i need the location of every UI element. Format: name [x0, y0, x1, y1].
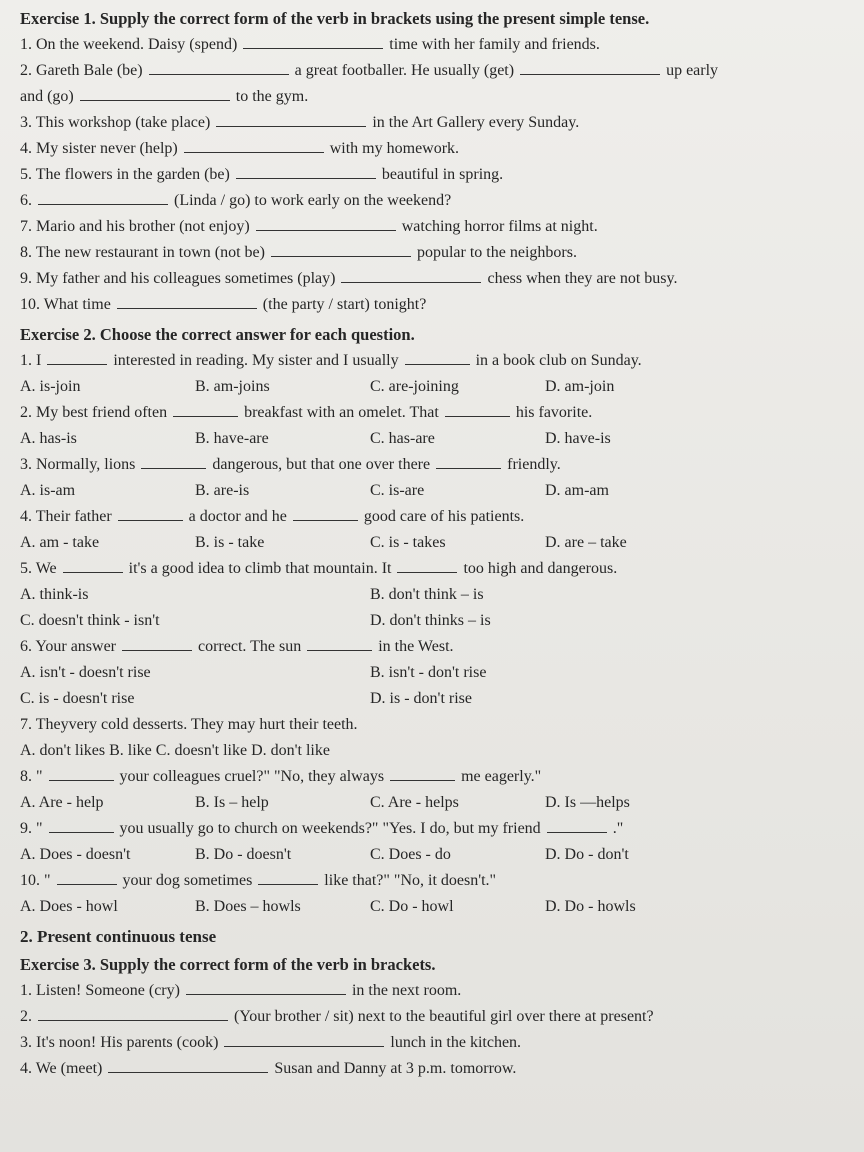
- option-c[interactable]: C. doesn't think - isn't: [20, 612, 160, 629]
- option-b[interactable]: B. isn't - don't rise: [370, 664, 487, 681]
- option-a[interactable]: A. is-am: [20, 482, 76, 499]
- answer-blank[interactable]: [108, 1056, 268, 1073]
- option-a[interactable]: A. am - take: [20, 534, 100, 551]
- ex1-item-10: 10. What time (the party / start) tonight?: [20, 292, 844, 318]
- ex2-q1-options: [20, 374, 844, 400]
- option-c[interactable]: C. is - doesn't rise: [20, 690, 135, 707]
- answer-blank[interactable]: [117, 292, 257, 309]
- option-b[interactable]: B. is - take: [195, 534, 265, 551]
- answer-blank[interactable]: [293, 504, 358, 521]
- section-2-title: 2. Present continuous tense: [20, 927, 217, 946]
- ex1-item-8: 8. The new restaurant in town (not be) popular to the neighbors.: [20, 240, 844, 266]
- answer-blank[interactable]: [216, 110, 366, 127]
- exercise-3-heading: Exercise 3. Supply the correct form of the verb in brackets.: [20, 955, 436, 974]
- option-d[interactable]: D. am-join: [545, 378, 615, 395]
- answer-blank[interactable]: [49, 764, 114, 781]
- ex1-item-7: 7. Mario and his brother (not enjoy) watching horror films at night.: [20, 214, 844, 240]
- ex2-question-8: 8. " your colleagues cruel?" "No, they always me eagerly.": [20, 764, 844, 790]
- option-b[interactable]: B. are-is: [195, 482, 250, 499]
- answer-blank[interactable]: [405, 348, 470, 365]
- ex3-item-3: 3. It's noon! His parents (cook) lunch in the kitchen.: [20, 1030, 844, 1056]
- ex2-question-4: 4. Their father a doctor and he good care of his patients.: [20, 504, 844, 530]
- option-c[interactable]: C. has-are: [370, 430, 435, 447]
- option-d[interactable]: D. have-is: [545, 430, 611, 447]
- answer-blank[interactable]: [236, 162, 376, 179]
- answer-blank[interactable]: [520, 58, 660, 75]
- ex2-q8-options: [20, 790, 844, 816]
- answer-blank[interactable]: [271, 240, 411, 257]
- ex2-question-3: 3. Normally, lions dangerous, but that one over there friendly.: [20, 452, 844, 478]
- ex2-q10-options: [20, 894, 844, 920]
- answer-blank[interactable]: [57, 868, 117, 885]
- ex3-item-1: 1. Listen! Someone (cry) in the next room.: [20, 978, 844, 1004]
- ex2-q6-options-row2: [20, 686, 844, 712]
- ex2-question-5: 5. We it's a good idea to climb that mountain. It too high and dangerous.: [20, 556, 844, 582]
- ex2-q2-options: [20, 426, 844, 452]
- option-c[interactable]: C. is-are: [370, 482, 425, 499]
- option-d[interactable]: D. is - don't rise: [370, 690, 472, 707]
- option-c[interactable]: C. is - takes: [370, 534, 446, 551]
- ex3-item-2: 2. (Your brother / sit) next to the beautiful girl over there at present?: [20, 1004, 844, 1030]
- answer-blank[interactable]: [186, 978, 346, 995]
- ex1-item-6: 6. (Linda / go) to work early on the weekend?: [20, 188, 844, 214]
- option-a[interactable]: A. think-is: [20, 586, 89, 603]
- answer-blank[interactable]: [445, 400, 510, 417]
- ex2-question-10: 10. " your dog sometimes like that?" "No, it doesn't.": [20, 868, 844, 894]
- ex2-q5-options-row1: [20, 582, 844, 608]
- option-a[interactable]: A. is-join: [20, 378, 81, 395]
- ex3-item-4: 4. We (meet) Susan and Danny at 3 p.m. tomorrow.: [20, 1056, 844, 1082]
- option-d[interactable]: D. Do - howls: [545, 898, 636, 915]
- option-d[interactable]: D. am-am: [545, 482, 609, 499]
- answer-blank[interactable]: [436, 452, 501, 469]
- ex2-question-2: 2. My best friend often breakfast with an omelet. That his favorite.: [20, 400, 844, 426]
- option-a[interactable]: A. Does - doesn't: [20, 846, 131, 863]
- ex2-question-7: 7. Theyvery cold desserts. They may hurt their teeth.: [20, 716, 358, 733]
- option-d[interactable]: D. don't thinks – is: [370, 612, 491, 629]
- ex2-question-6: 6. Your answer correct. The sun in the West.: [20, 634, 844, 660]
- answer-blank[interactable]: [243, 32, 383, 49]
- option-b[interactable]: B. Do - doesn't: [195, 846, 292, 863]
- ex1-item-3: 3. This workshop (take place) in the Art Gallery every Sunday.: [20, 110, 844, 136]
- answer-blank[interactable]: [141, 452, 206, 469]
- option-c[interactable]: C. are-joining: [370, 378, 459, 395]
- option-a[interactable]: A. has-is: [20, 430, 77, 447]
- answer-blank[interactable]: [256, 214, 396, 231]
- ex1-item-5: 5. The flowers in the garden (be) beautiful in spring.: [20, 162, 844, 188]
- option-b[interactable]: B. have-are: [195, 430, 269, 447]
- option-d[interactable]: D. are – take: [545, 534, 627, 551]
- answer-blank[interactable]: [307, 634, 372, 651]
- option-a[interactable]: A. isn't - doesn't rise: [20, 664, 151, 681]
- option-c[interactable]: C. Do - howl: [370, 898, 454, 915]
- answer-blank[interactable]: [341, 266, 481, 283]
- ex1-item-2-cont: and (go) to the gym.: [20, 84, 844, 110]
- ex1-item-2: 2. Gareth Bale (be) a great footballer. He usually (get) up early: [20, 58, 844, 84]
- exercise-2-heading: Exercise 2. Choose the correct answer for each question.: [20, 325, 415, 344]
- ex1-item-1: 1. On the weekend. Daisy (spend) time with her family and friends.: [20, 32, 844, 58]
- ex1-item-9: 9. My father and his colleagues sometimes (play) chess when they are not busy.: [20, 266, 844, 292]
- ex2-q4-options: [20, 530, 844, 556]
- answer-blank[interactable]: [118, 504, 183, 521]
- ex2-q7-options[interactable]: A. don't likes B. like C. doesn't like D. don't like: [20, 742, 330, 759]
- option-d[interactable]: D. Do - don't: [545, 846, 629, 863]
- option-d[interactable]: D. Is —helps: [545, 794, 630, 811]
- answer-blank[interactable]: [38, 1004, 228, 1021]
- option-b[interactable]: B. Is – help: [195, 794, 269, 811]
- exercise-1-heading: Exercise 1. Supply the correct form of the verb in brackets using the present simple tense.: [20, 9, 650, 28]
- answer-blank[interactable]: [224, 1030, 384, 1047]
- option-b[interactable]: B. don't think – is: [370, 586, 484, 603]
- option-b[interactable]: B. Does – howls: [195, 898, 301, 915]
- answer-blank[interactable]: [80, 84, 230, 101]
- option-b[interactable]: B. am-joins: [195, 378, 270, 395]
- option-c[interactable]: C. Are - helps: [370, 794, 459, 811]
- answer-blank[interactable]: [258, 868, 318, 885]
- ex2-question-1: 1. I interested in reading. My sister and I usually in a book club on Sunday.: [20, 348, 844, 374]
- answer-blank[interactable]: [38, 188, 168, 205]
- answer-blank[interactable]: [149, 58, 289, 75]
- ex2-question-9: 9. " you usually go to church on weekends?" "Yes. I do, but my friend .": [20, 816, 844, 842]
- answer-blank[interactable]: [547, 816, 607, 833]
- ex2-q9-options: [20, 842, 844, 868]
- answer-blank[interactable]: [390, 764, 455, 781]
- ex2-q5-options-row2: [20, 608, 844, 634]
- answer-blank[interactable]: [184, 136, 324, 153]
- answer-blank[interactable]: [63, 556, 123, 573]
- answer-blank[interactable]: [122, 634, 192, 651]
- option-a[interactable]: A. Does - howl: [20, 898, 118, 915]
- ex1-item-4: 4. My sister never (help) with my homework.: [20, 136, 844, 162]
- ex2-q6-options-row1: [20, 660, 844, 686]
- answer-blank[interactable]: [397, 556, 457, 573]
- option-a[interactable]: A. Are - help: [20, 794, 104, 811]
- answer-blank[interactable]: [173, 400, 238, 417]
- answer-blank[interactable]: [49, 816, 114, 833]
- answer-blank[interactable]: [47, 348, 107, 365]
- option-c[interactable]: C. Does - do: [370, 846, 451, 863]
- ex2-q3-options: [20, 478, 844, 504]
